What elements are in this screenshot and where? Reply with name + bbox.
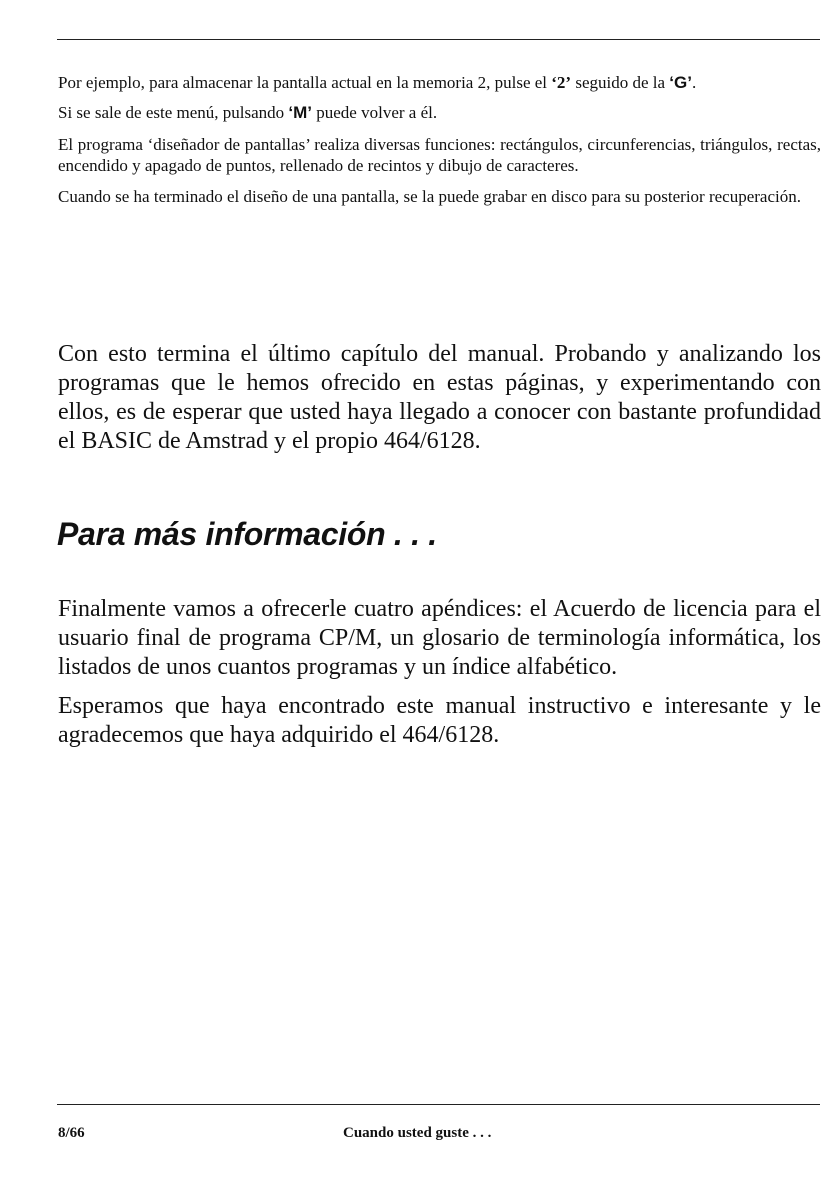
bottom-rule bbox=[57, 1104, 820, 1105]
paragraph-designer: El programa ‘diseñador de pantallas’ realiza diversas funciones: rectángulos, circunferencias, triángulos, rectas, encendido y apagado de puntos, rellenado de recintos y dibujo de caracteres. bbox=[58, 135, 821, 175]
section2 bbox=[58, 595, 821, 750]
paragraph-closing: Con esto termina el último capítulo del manual. Probando y analizando los programas que le hemos ofrecido en estas páginas, y experimentando con ellos, es de esperar que usted haya llegado a conocer con bastante profundidad el BASIC de Amstrad y el propio 464/6128. bbox=[58, 341, 821, 454]
paragraph-menu: Si se sale de este menú, pulsando ‘M’ puede volver a él. bbox=[58, 103, 438, 122]
paragraph-thanks: Esperamos que haya encontrado este manual instructivo e interesante y le agradecemos que haya adquirido el 464/6128. bbox=[58, 693, 821, 748]
top-rule bbox=[57, 39, 820, 40]
section1 bbox=[58, 72, 821, 207]
paragraph-appendices: Finalmente vamos a ofrecerle cuatro apéndices: el Acuerdo de licencia para el usuario final de programa CP/M, un glosario de terminología informática, los listados de unos cuantos programas y un índice alfabético. bbox=[58, 596, 821, 680]
page-number: 8/66 bbox=[58, 1125, 85, 1141]
running-title: Cuando usted guste . . . bbox=[343, 1125, 492, 1141]
paragraph-example: Por ejemplo, para almacenar la pantalla actual en la memoria 2, pulse el ‘2’ seguido de la ‘G’. bbox=[58, 73, 697, 92]
closing-section bbox=[58, 340, 821, 456]
key-g: ‘G’ bbox=[669, 73, 692, 92]
key-m: ‘M’ bbox=[288, 103, 313, 122]
section-heading: Para más información . . . bbox=[57, 516, 437, 552]
key-2: ‘2’ bbox=[551, 73, 572, 92]
paragraph-save: Cuando se ha terminado el diseño de una pantalla, se la puede grabar en disco para su posterior recuperación. bbox=[58, 187, 801, 206]
